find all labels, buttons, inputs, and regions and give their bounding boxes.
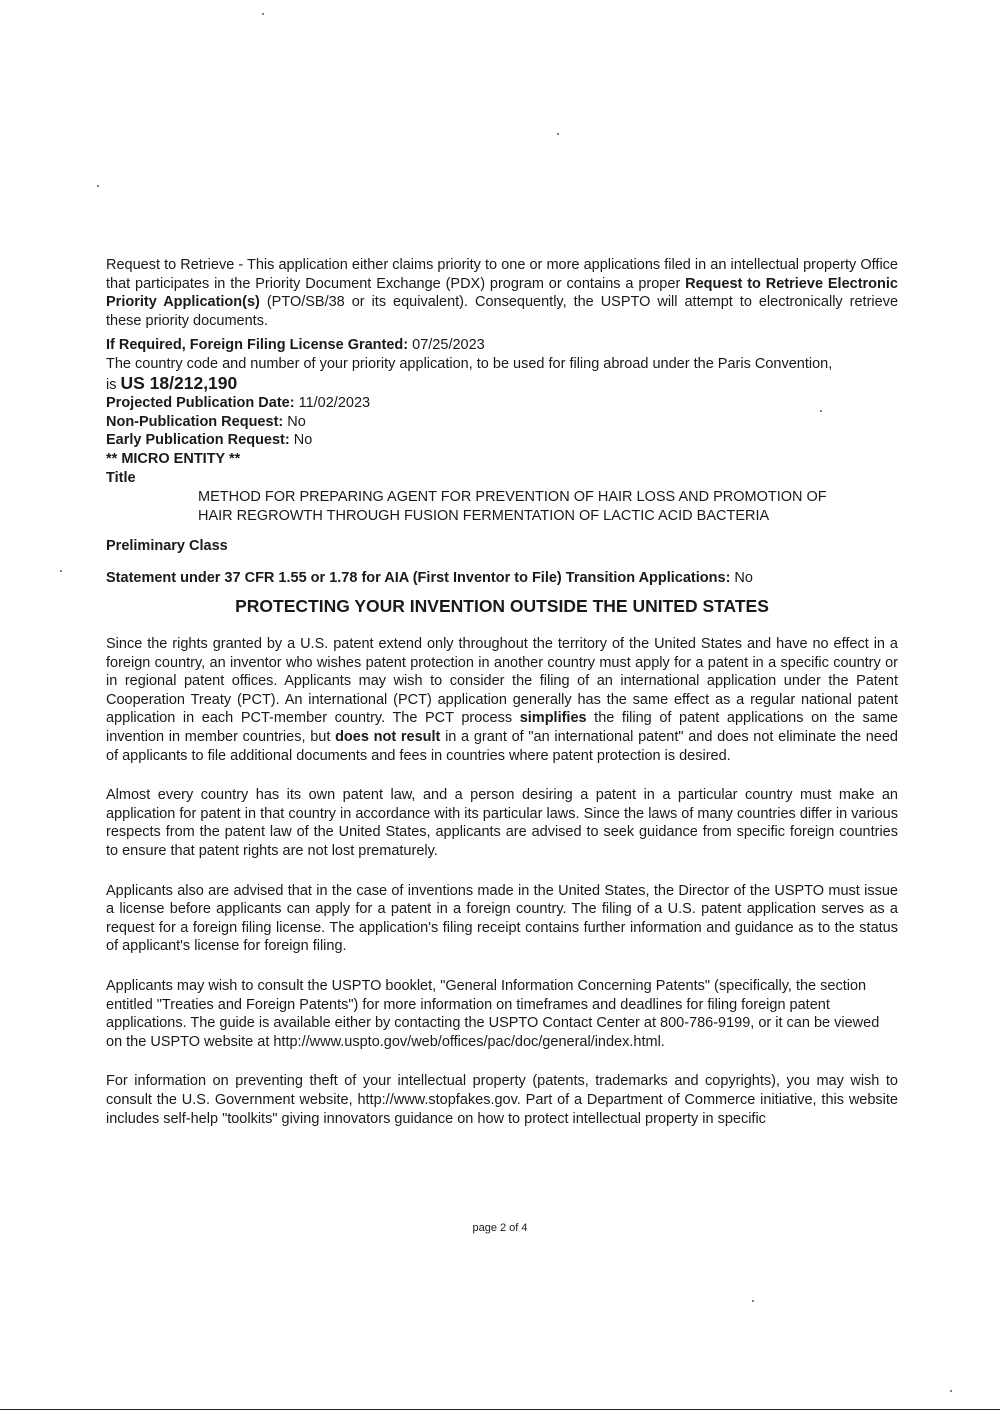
aia-statement-label: Statement under 37 CFR 1.55 or 1.78 for AIA (First Inventor to File) Transition Applications: bbox=[106, 569, 731, 586]
paragraph-foreign-license: Applicants also are advised that in the case of inventions made in the United States, the Director of the USPTO must issue a license before applicants can apply for a patent in a foreign country. The filing of a U.S. patent application serves as a request for a foreign filing license. The application's filing receipt contains further information and guidance as to the status of applicant's license for foreign filing. bbox=[106, 882, 898, 955]
license-label: If Required, Foreign Filing License Granted: bbox=[106, 337, 409, 354]
page-number: page 2 of 4 bbox=[472, 1222, 528, 1234]
section-heading: PROTECTING YOUR INVENTION OUTSIDE THE UNITED STATES bbox=[235, 595, 769, 616]
scan-speck bbox=[752, 1300, 754, 1302]
publication-date-row bbox=[106, 394, 898, 413]
emphasis-does-not-result: does not result bbox=[335, 729, 441, 746]
scan-speck bbox=[262, 13, 264, 15]
paragraph-uspto-booklet: Applicants may wish to consult the USPTO booklet, "General Information Concerning Patents" (specifically, the section entitled "Treaties and Foreign Patents") for more information on timeframes and deadlines for filing foreign patent applications. The guide is available either by contacting the USPTO Contact Center at 800-786-9199, or it can be viewed on the USPTO website at http://www.uspto.gov/web/offices/pac/doc/general/index.html. bbox=[106, 978, 880, 1050]
publication-date-value: 11/02/2023 bbox=[294, 395, 371, 412]
intro-tail: (PTO/SB/38 or its equivalent). Consequently, the USPTO will attempt to electronically retrieve these priority documents. bbox=[106, 294, 899, 329]
preliminary-class-label: Preliminary Class bbox=[106, 538, 228, 555]
license-value: 07/25/2023 bbox=[408, 337, 485, 354]
invention-title bbox=[198, 488, 898, 525]
aia-statement-value: No bbox=[730, 569, 753, 586]
paragraph-country-laws: Almost every country has its own patent law, and a person desiring a patent in a particular country must make an application for patent in that country in accordance with its particular laws. Since the laws of many countries differ in various respects from the patent law of the United States, applicants are advised to seek guidance from specific foreign countries to ensure that patent rights are not lost prematurely. bbox=[106, 787, 898, 860]
foreign-filing-license-row bbox=[106, 336, 898, 355]
application-number-row bbox=[106, 374, 898, 395]
non-publication-row bbox=[106, 413, 898, 432]
paragraph-text: in a grant of "an international patent" and does not eliminate the need of applicants to file additional documents and fees in countries where patent protection is desired. bbox=[106, 729, 898, 764]
document-body bbox=[106, 256, 898, 1128]
intro-bold: Request to Retrieve Electronic Priority Application(s) bbox=[106, 275, 898, 311]
intro-text: Request to Retrieve - This application either claims priority to one or more applications filed in an intellectual property Office that participates in the Priority Document Exchange (PDX) program or contains a proper bbox=[106, 257, 898, 292]
bottom-divider bbox=[0, 1409, 1000, 1410]
country-code-text: The country code and number of your priority application, to be used for filing abroad under the Paris Convention, bbox=[106, 355, 833, 372]
paragraph-stopfakes: For information on preventing theft of your intellectual property (patents, trademarks and copyrights), you may wish to consult the U.S. Government website, http://www.stopfakes.gov. Part of a Department of Commerce initiative, this website includes self-help "toolkits" giving innovators guidance on how to protect intellectual property in specific bbox=[106, 1073, 898, 1127]
scan-speck bbox=[97, 185, 99, 187]
invention-title-line: METHOD FOR PREPARING AGENT FOR PREVENTION OF HAIR LOSS AND PROMOTION OF bbox=[198, 489, 827, 506]
publication-date-label: Projected Publication Date: bbox=[106, 395, 295, 412]
aia-statement-row bbox=[106, 569, 898, 588]
invention-title-line: HAIR REGROWTH THROUGH FUSION FERMENTATION OF LACTIC ACID BACTERIA bbox=[198, 507, 770, 524]
scan-speck bbox=[557, 133, 559, 135]
early-publication-value: No bbox=[289, 432, 313, 449]
scan-speck bbox=[60, 570, 62, 572]
paragraph-text: Since the rights granted by a U.S. patent extend only throughout the territory of the United States and have no effect in a foreign country, an inventor who wishes patent protection in another country must apply for a patent in a specific country or in regional patent offices. Applicants may wish to consider the filing of an international application under the Patent Cooperation Treaty (PCT). An international (PCT) application generally has the same effect as a regular national patent application in each PCT-member country. The PCT process bbox=[106, 636, 898, 727]
non-publication-label: Non-Publication Request: bbox=[106, 413, 284, 430]
is-prefix: is bbox=[106, 376, 121, 393]
paragraph-text: the filing of patent applications on the same invention in member countries, but bbox=[106, 710, 898, 746]
non-publication-value: No bbox=[283, 413, 306, 430]
emphasis-simplifies: simplifies bbox=[519, 710, 587, 727]
request-to-retrieve-paragraph bbox=[106, 256, 898, 330]
early-publication-row bbox=[106, 431, 898, 450]
scan-speck bbox=[950, 1390, 952, 1392]
early-publication-label: Early Publication Request: bbox=[106, 432, 290, 449]
title-label: Title bbox=[106, 469, 136, 486]
application-number: US 18/212,190 bbox=[120, 372, 238, 393]
micro-entity-label: ** MICRO ENTITY ** bbox=[106, 450, 241, 467]
paragraph-pct bbox=[106, 635, 898, 765]
